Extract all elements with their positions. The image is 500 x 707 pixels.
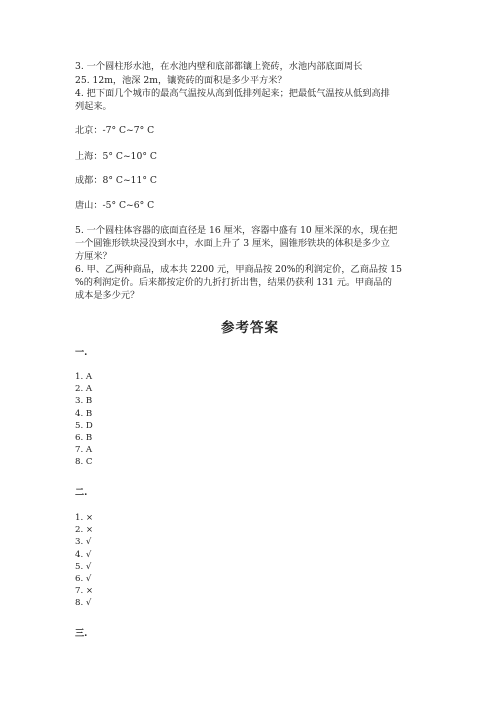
- answer-item: 2. A: [75, 384, 93, 395]
- section-2-answer-list: [75, 512, 93, 610]
- section-1-heading: 一.: [75, 347, 88, 358]
- answer-item: 5. D: [75, 420, 93, 431]
- answer-item: 1. ×: [75, 513, 94, 523]
- question-4-line-2: 列起来。: [75, 101, 112, 112]
- answer-item: 2. ×: [75, 525, 94, 536]
- answers-title: 参考答案: [221, 320, 279, 336]
- answer-item: 1. A: [75, 372, 93, 382]
- city-shanghai: 上海：5° C~10° C: [75, 151, 157, 162]
- question-4-line-1: 4. 把下面几个城市的最高气温按从高到低排列起来；把最低气温按从低到高排: [75, 88, 390, 99]
- answer-item: 6. √: [75, 574, 92, 585]
- answer-item: 6. B: [75, 433, 93, 444]
- question-6-line-3: 成本是多少元？: [75, 290, 140, 301]
- question-5-line-3: 方厘米？: [75, 251, 112, 262]
- answer-item: 4. B: [75, 408, 93, 419]
- question-3-line-1: 3. 一个圆柱形水池，在水池内壁和底部都镶上瓷砖，水池内部底面周长: [75, 61, 363, 72]
- question-5-line-2: 一个圆锥形铁块浸没到水中，水面上升了 3 厘米，圆锥形铁块的体积是多少立: [75, 238, 390, 249]
- answer-item: 4. √: [75, 549, 92, 560]
- answer-item: 8. C: [75, 457, 93, 468]
- question-5-line-1: 5. 一个圆柱体容器的底面直径是 16 厘米，容器中盛有 10 厘米深的水，现在把: [75, 225, 398, 236]
- answer-item: 3. √: [75, 537, 92, 548]
- section-1-answer-list: [75, 371, 93, 469]
- answer-item: 3. B: [75, 396, 93, 407]
- question-3-line-2: 25. 12m，池深 2m，镶瓷砖的面积是多少平方米？: [75, 75, 287, 86]
- section-3-heading: 三.: [75, 628, 88, 639]
- city-chengdu: 成都：8° C~11° C: [75, 175, 157, 186]
- answer-item: 7. ×: [75, 586, 94, 597]
- answer-item: 8. √: [75, 598, 92, 609]
- city-tangshan: 唐山：-5° C~6° C: [75, 200, 155, 211]
- question-6-line-2: %的利润定价。后来都按定价的九折打折出售，结果仍获利 131 元。甲商品的: [75, 277, 392, 288]
- question-6-line-1: 6. 甲、乙两种商品，成本共 2200 元，甲商品按 20%的利润定价，乙商品按 15: [75, 264, 402, 275]
- city-beijing: 北京：-7° C~7° C: [75, 125, 155, 136]
- section-2-heading: 二.: [75, 487, 88, 498]
- answer-item: 7. A: [75, 445, 93, 456]
- answer-item: 5. √: [75, 561, 92, 572]
